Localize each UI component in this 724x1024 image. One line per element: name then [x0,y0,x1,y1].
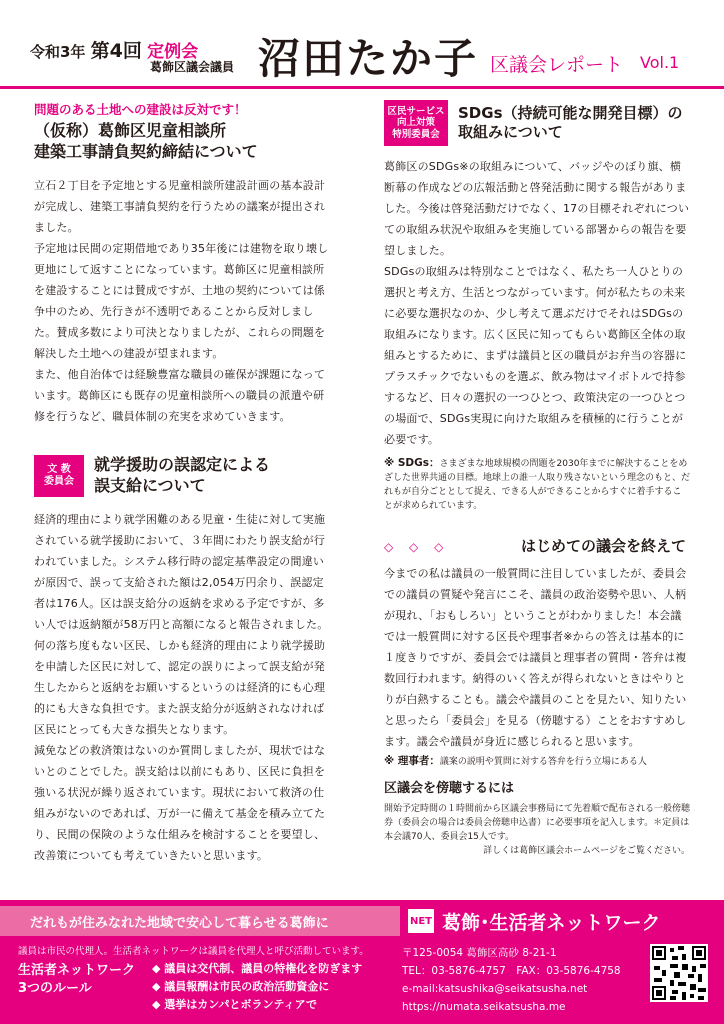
organization-intro: 議員は市民の代理人。生活者ネットワークは議員を代理人と呼び活動しています。 [18,946,369,957]
article-tagline: 問題のある土地への建設は反対です！ [34,102,247,117]
paragraph: 予定地は民間の定期借地であり35年後には建物を取り壊し更地にして返すことになっています。葛飾区に児童相談所を建設することには賛成ですが、土地の契約については係争中のため、先行きが不透明であることから反対しました。賛成多数により可決となりましたが、これらの問題を解決した土地への建設が望まれます。 [34,241,329,360]
article-body [384,156,690,450]
qr-code-icon[interactable] [650,944,708,1002]
rules-title-line: 3つのルール [18,981,92,996]
contact-info [402,944,621,1016]
rules-title-line: 生活者ネットワーク [18,963,136,978]
footnote-text: 議案の説明や質問に対する答弁を行う立場にある人 [439,756,647,767]
article-body [384,563,690,752]
footnote-text: さまざまな地球規模の問題を2030年までに解決することをめざした世界共通の目標。地球上の誰一人取り残さないという理念のもと、だれもが自分ごととして捉え、できる人ができることからすぐに着手することが求められています。 [384,459,691,511]
section-heading [384,100,690,146]
category-line: 向上対策 [396,117,435,129]
left-column [34,100,334,866]
paragraph: 経済的理由により就学困難のある児童・生徒に対して実施されている就学援助において、３年間にわたり誤支給が行われていました。システム移行時の認定基準設定の間違いが原因で、誤って支給された額は2,054万円余り、誤認定者は176人。区は誤支給分の返納を求める予定ですが、多い人では返納額が58万円と高額になると報告されました。 [34,512,329,631]
footnote-label: ※ 理事者： [384,754,440,767]
article-title [94,455,270,497]
report-title: 区議会レポート [490,54,624,76]
slogan: だれもが住みなれた地域で安心して暮らせる葛飾に [30,916,329,931]
diamond-bullet-icon: ◆ [152,980,165,993]
councilor-name: 沼田たか子 [258,34,479,83]
page-header [0,0,724,92]
paragraph: また、他自治体では経験豊富な職員の確保が課題になっています。葛飾区にも既存の児童相談所への職員の派遣や研修を行うなど、職員体制の充実を求めていきます。 [34,367,326,423]
diamond-decoration-icon: ◇ ◇ ◇ [384,539,450,554]
paragraph: SDGsの取組みは特別なことではなく、私たち一人ひとりの選択と考え方、生活とつながっています。何が私たちの未来に必要な選択なのか、少し考えて選ぶだけでそれはSDGsの取組みになります。広く区民に知ってもらい葛飾区全体の取組みとするために、まずは議員と区の職員がお弁当の容器にプラスチックでないものを選ぶ、飲み物はマイボトルで持参するなど、日々の選択の一つひとつ、政策決定の一つひとつの場面で、SDGs実現に向けた取組みを積極的に行うことが必要です。 [384,265,687,446]
footnote-official [384,754,690,769]
volume-label: Vol.1 [640,53,680,72]
category-line: 区民サービス [387,105,445,117]
paragraph: 何の落ち度もない区民、しかも経済的理由により就学援助を申請した区民に対して、認定の誤りによって誤支給が発生したからと返納をお願いするというのは経済的にも心理的にも大きな負担です。また誤支給分が返納されなければ区民にとっても大きな損失となります。 [34,638,326,736]
organization-name: 葛飾･生活者ネットワーク [442,911,661,934]
rule-item: ◆ 議員は交代制、議員の特権化を防ぎます [152,962,363,975]
category-badge [34,455,84,497]
header-divider [0,86,724,89]
section-heading [384,537,690,557]
website-link[interactable]: https://numata.seikatsusha.me [402,1001,566,1013]
rules-list [152,960,362,1014]
article-title: 区議会を傍聴するには [384,780,515,796]
rule-item: ◆ 議員報酬は市民の政治活動資金に [152,980,330,993]
diamond-bullet-icon: ◆ [152,998,165,1011]
net-logo-icon: NET [408,909,434,933]
category-line: 文 教 [47,463,71,475]
article-body: 開始予定時間の１時間前から区議会事務局にて先着順で配布される一般傍聴券（委員会の場合は委員会傍聴申込書）に必要事項を記入します。＊定員は本会議70人、委員会15人です。 [384,804,691,843]
footnote-label: ※ SDGs： [384,457,440,469]
article-observe [384,781,690,859]
article-title: はじめての議会を終えて [520,537,686,555]
session-kind: 定例会 [147,42,199,62]
article-body [34,509,334,866]
article-title-line: 建築工事請負契約締結について [34,141,258,161]
address: 〒125-0054 葛飾区高砂 8-21-1 [402,947,557,959]
tel-fax: TEL：03-5876-4757 FAX：03-5876-4758 [402,965,621,977]
section-heading [34,455,334,497]
council-homepage-link[interactable]: 詳しくは葛飾区議会ホームページをご覧ください。 [483,846,690,857]
paragraph: 立石２丁目を予定地とする児童相談所建設計画の基本設計が完成し、建築工事請負契約を行うための議案が提出されました。 [34,178,326,234]
affiliation: 葛飾区議会議員 [150,60,235,74]
footnote-sdgs [384,456,690,513]
organization-logo [404,906,724,936]
rules-title [18,962,135,998]
article-title-line: （仮称）葛飾区児童相談所 [34,121,227,140]
article-title-line: 就学援助の誤認定による [94,454,271,474]
article-title-line: 誤支給について [94,475,206,495]
right-column [384,100,690,858]
paragraph: 葛飾区のSDGs※の取組みについて、バッジやのぼり旗、横断幕の作成などの広報活動と啓発活動に関する報告がありました。今後は啓発活動だけでなく、17の目標それぞれについての取組み状況や取組みを実施している部署からの報告を要望しました。 [384,160,690,257]
article-title [458,104,683,143]
article-title-line: SDGs（持続可能な開発目標）の [458,103,683,122]
category-line: 特別委員会 [392,128,440,140]
category-line: 委員会 [44,475,74,487]
diamond-bullet-icon: ◆ [152,962,165,975]
article-school-aid [34,455,334,866]
session-number: 第4回 [90,40,142,62]
session-year: 令和3年 [30,43,86,61]
article-first-session [384,537,690,769]
category-badge [384,100,448,146]
page-footer [0,900,724,1024]
qr-code-graphic [650,944,708,1002]
article-sdgs [384,100,690,513]
rule-item: ◆ 選挙はカンパとボランティアで [152,998,317,1011]
paragraph: 今までの私は議員の一般質問に注目していましたが、委員会での議員の質疑や発言にこそ、議員の政治姿勢や思い、人柄が現れ、「おもしろい」ということがわかりました！本会議では一般質問に対する区長や理事者※からの答えは基本的に１度きりですが、委員会では議員と理事者の質問・答弁は複数回行われます。納得のいく答えが得られないときはやりとりが白熱することも。議会や議員のことを見たい、知りたいと思ったら「委員会」を見る（傍聴する）ことをおすすめします。議会や議員が身近に感じられると思います。 [384,566,687,748]
email-link[interactable]: e-mail:katsushika@seikatsusha.net [402,983,588,995]
article-body [34,175,334,427]
article-title [34,121,334,163]
paragraph: 減免などの救済策はないのか質問しましたが、現状ではないとのことでした。誤支給は以前にもあり、区民に負担を強いる状況が繰り返されています。現状において救済の仕組みがないのであれば、万が一に備えて基金を積み立てたり、民間の保険のような仕組みを検討することを要望し、改善策についても考えていきたいと思います。 [34,743,326,862]
article-child-consultation [34,100,334,427]
article-title-line: 取組みについて [458,123,563,141]
